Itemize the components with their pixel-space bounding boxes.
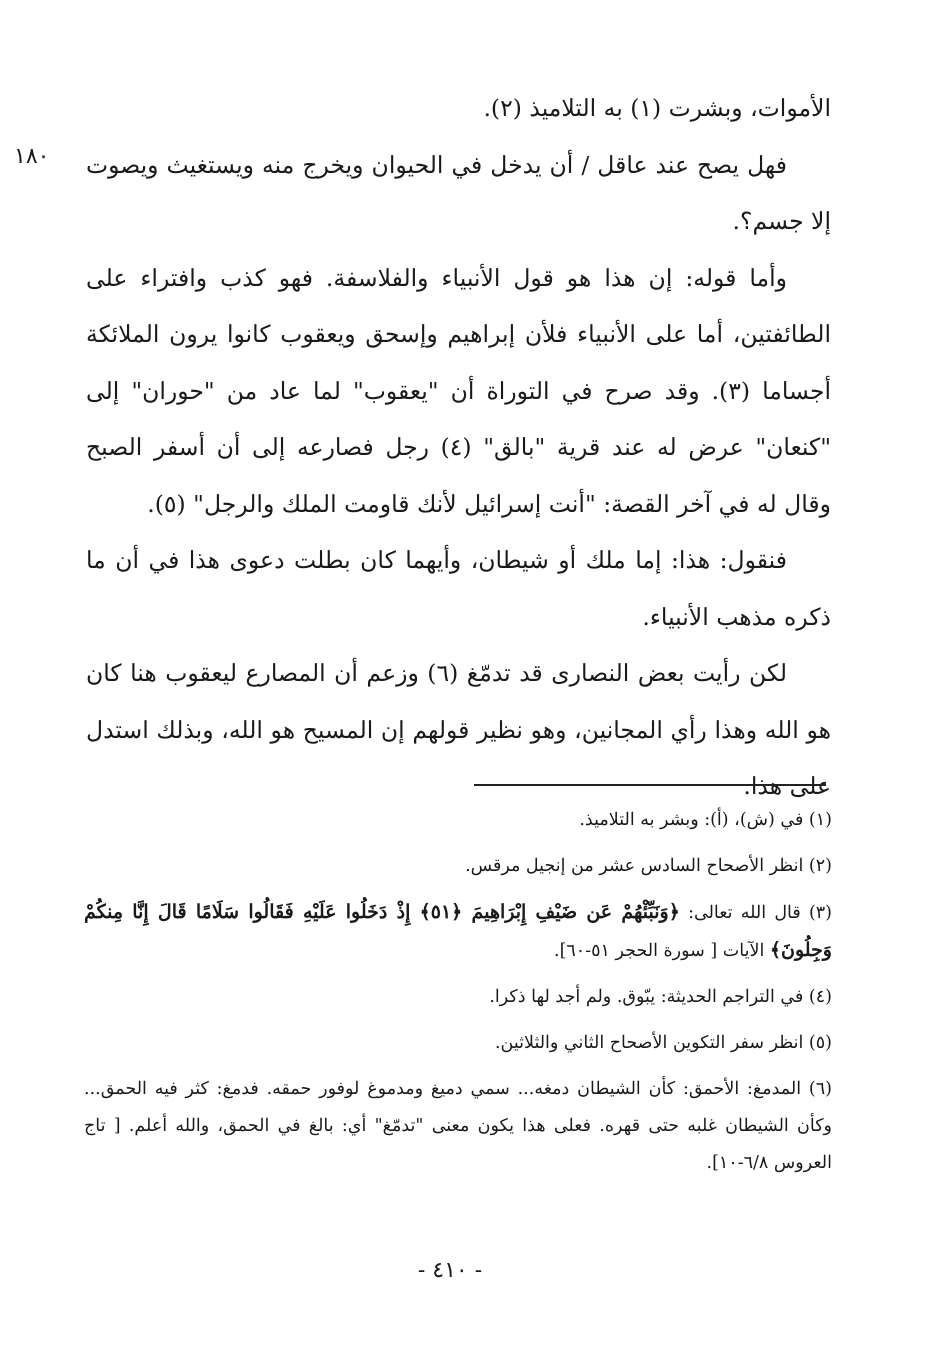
paragraph-5: لكن رأيت بعض النصارى قد تدمّغ (٦) وزعم أن المصارع ليعقوب هنا كان هو الله وهذا رأي المجانين، وهو نظير قولهم إن المسيح هو الله، وبذلك استدل على هذا. [86,659,831,800]
footnote-3-suffix: الآيات [ سورة الحجر ٥١-٦٠]. [554,941,770,961]
footnote-3-prefix: (٣) قال الله تعالى: [679,903,832,923]
footnote-3 [84,894,832,970]
paragraph-3: وأما قوله: إن هذا هو قول الأنبياء والفلاسفة. فهو كذب وافتراء على الطائفتين، أما على الأنبياء فلأن إبراهيم وإسحق ويعقوب كانوا يرون الملائكة أجساما (٣). وقد صرح في التوراة أن "يعقوب" لما عاد من "حوران" إلى "كنعان" عرض له عند قرية "بالق" (٤) رجل فصارعه إلى أن أسفر الصبح وقال له في آخر القصة: "أنت إسرائيل لأنك قاومت الملك والرجل" (٥). [86,263,832,518]
footnote-4: (٤) في التراجم الحديثة: يبّوق. ولم أجد لها ذكرا. [489,987,832,1007]
footnote-1: (١) في (ش)، (أ): وبشر به التلاميذ. [579,810,832,830]
footnote-2: (٢) انظر الأصحاح السادس عشر من إنجيل مرقس. [465,856,832,876]
paragraph-4: فنقول: هذا: إما ملك أو شيطان، وأيهما كان بطلت دعوى هذا في أن ما ذكره مذهب الأنبياء. [86,546,831,631]
footnote-divider [474,784,826,786]
main-text-body [86,80,831,815]
paragraph-1: الأموات، وبشرت (١) به التلاميذ (٢). [483,94,831,122]
footnote-5: (٥) انظر سفر التكوين الأصحاح الثاني والثلاثين. [494,1033,832,1053]
footnotes-section [84,802,832,1191]
paragraph-2: فهل يصح عند عاقل / أن يدخل في الحيوان ويخرج منه ويستغيث ويصوت إلا جسم؟. [86,150,831,235]
quran-verse: ﴿وَنَبِّئْهُمْ عَن ضَيْفِ إِبْرَاهِيمَ ﴿٥١﴾ إِذْ دَخَلُوا عَلَيْهِ فَقَالُوا سَلَامًا قَالَ إِنَّا مِنكُمْ وَجِلُونَ﴾ [84,901,832,961]
margin-page-reference: ١٨٠ [14,144,50,169]
footnote-6: (٦) المدمغ: الأحمق: كأن الشيطان دمغه... سمي دميغ ومدموغ لوفور حمقه. فدمغ: كثر فيه الحمق... وكأن الشيطان غلبه حتى قهره. فعلى هذا يكون معنى "تدمّغ" أي: بالغ في الحمق، والله أعلم. [ تاج العروس ٦/٨-١٠]. [84,1079,832,1173]
page-number: - ٤١٠ - [417,1258,483,1283]
